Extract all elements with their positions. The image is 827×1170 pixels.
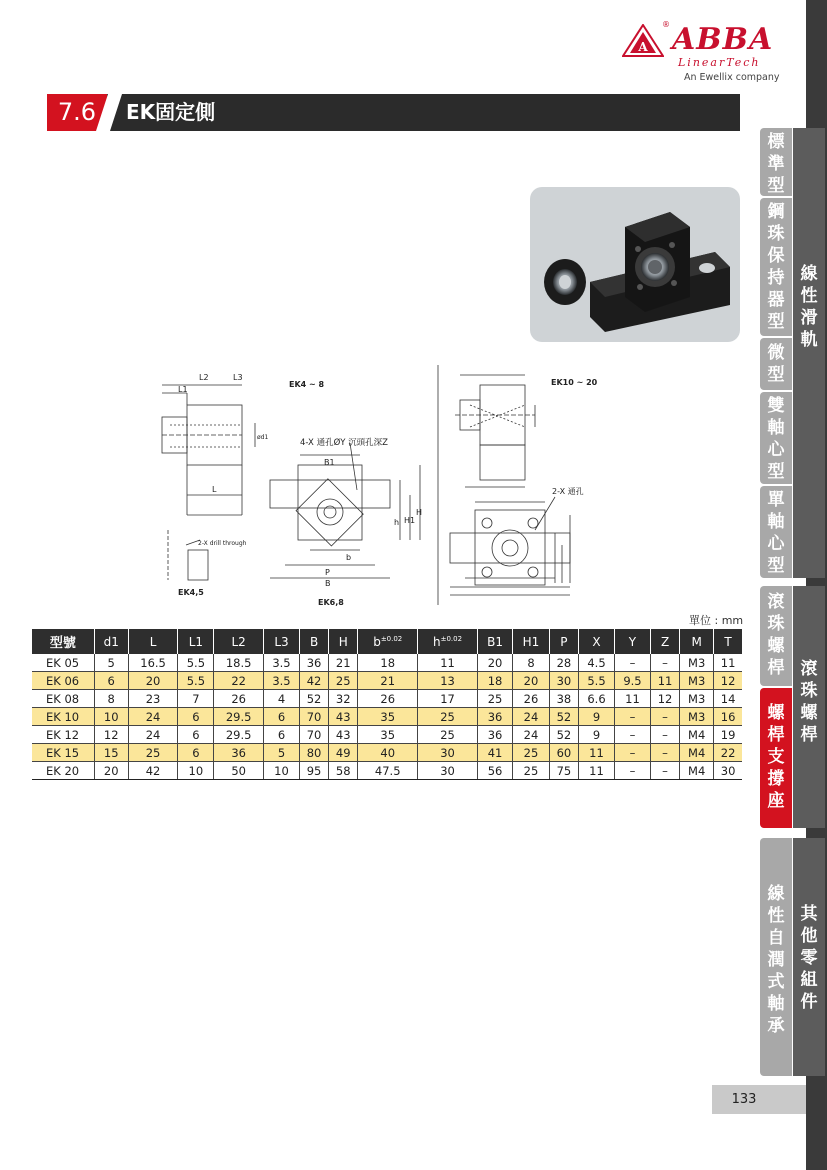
column-header-label: Z — [660, 634, 670, 649]
model-cell: EK 12 — [32, 726, 95, 744]
column-header — [299, 629, 328, 654]
column-header — [94, 629, 128, 654]
abba-emblem-icon — [622, 24, 664, 58]
model-cell: EK 08 — [32, 690, 95, 708]
table-cell: 6 — [94, 672, 128, 690]
group-ball-screw — [793, 586, 825, 828]
ek-support-unit-image — [530, 187, 740, 342]
column-header-label: 型號 — [49, 636, 76, 651]
table-cell: – — [650, 762, 679, 780]
table-cell: 43 — [329, 726, 358, 744]
table-cell: 8 — [513, 654, 550, 672]
table-cell: 41 — [477, 744, 512, 762]
table-cell: 11 — [614, 690, 650, 708]
table-row — [32, 726, 743, 744]
column-header — [549, 629, 578, 654]
table-cell: – — [650, 744, 679, 762]
column-header — [418, 629, 478, 654]
dim-label-h1: H1 — [404, 516, 416, 525]
column-header-label: H — [338, 634, 348, 649]
model-cell: EK 10 — [32, 708, 95, 726]
table-cell: 30 — [714, 762, 742, 780]
table-cell: 75 — [549, 762, 578, 780]
table-cell: 36 — [299, 654, 328, 672]
tab-miniature-label: 微型 — [767, 343, 785, 385]
table-cell: 30 — [418, 762, 478, 780]
table-cell: 35 — [358, 708, 418, 726]
table-cell: 29.5 — [214, 708, 264, 726]
table-cell: M3 — [680, 690, 714, 708]
table-cell: 38 — [549, 690, 578, 708]
table-cell: 22 — [714, 744, 742, 762]
abba-logo — [622, 20, 782, 85]
table-cell: 24 — [513, 708, 550, 726]
table-cell: 80 — [299, 744, 328, 762]
column-header-label: P — [560, 634, 568, 649]
table-cell: 7 — [178, 690, 214, 708]
column-header-label: T — [724, 634, 732, 649]
table-cell: 24 — [128, 708, 178, 726]
table-cell: – — [614, 762, 650, 780]
table-cell: 11 — [714, 654, 742, 672]
table-cell: 25 — [513, 744, 550, 762]
table-cell: 10 — [94, 708, 128, 726]
tab-ball-screw[interactable] — [760, 586, 792, 686]
table-cell: 24 — [513, 726, 550, 744]
table-cell: 6 — [263, 726, 299, 744]
table-cell: 36 — [477, 726, 512, 744]
dim-label-l3: L3 — [233, 373, 243, 382]
column-header-label: d1 — [103, 634, 119, 649]
column-header — [614, 629, 650, 654]
label-4x-through-hole: 4-X 通孔ØY 沉頭孔深Z — [300, 438, 388, 448]
column-header-label: h — [433, 634, 441, 649]
table-cell: 6 — [263, 708, 299, 726]
table-cell: 20 — [94, 762, 128, 780]
dim-label-h: h — [394, 518, 400, 527]
tab-ball-retainer[interactable] — [760, 198, 792, 336]
table-cell: – — [650, 708, 679, 726]
logo-brand: ABBA — [672, 22, 774, 57]
label-ek45: EK4,5 — [178, 588, 204, 597]
logo-company: An Ewellix company — [684, 72, 780, 83]
table-cell: 6.6 — [579, 690, 615, 708]
table-cell: 30 — [418, 744, 478, 762]
label-ek4-8: EK4 ~ 8 — [289, 380, 325, 389]
table-cell: 36 — [214, 744, 264, 762]
model-cell: EK 20 — [32, 762, 95, 780]
table-cell: M4 — [680, 762, 714, 780]
table-cell: 52 — [549, 726, 578, 744]
table-header-row — [32, 629, 743, 654]
table-cell: 26 — [358, 690, 418, 708]
column-header — [650, 629, 679, 654]
dim-label-l2: L2 — [199, 373, 209, 382]
column-header-label: H1 — [522, 634, 540, 649]
column-header — [128, 629, 178, 654]
table-cell: 40 — [358, 744, 418, 762]
section-number: 7.6 — [47, 94, 107, 131]
table-cell: 5.5 — [178, 654, 214, 672]
table-row — [32, 762, 743, 780]
column-header-label: L1 — [188, 634, 204, 649]
table-cell: 9 — [579, 708, 615, 726]
dimension-drawings — [150, 365, 750, 610]
table-cell: 95 — [299, 762, 328, 780]
table-body — [32, 654, 743, 780]
table-row — [32, 708, 743, 726]
tab-bearing-label: 線性自潤式軸承 — [767, 884, 785, 1036]
table-cell: 26 — [214, 690, 264, 708]
dim-label-l1: L1 — [178, 385, 188, 394]
table-cell: 70 — [299, 708, 328, 726]
table-cell: 6 — [178, 708, 214, 726]
dim-label-b1: B1 — [324, 458, 335, 467]
column-header — [178, 629, 214, 654]
column-header — [214, 629, 264, 654]
tab-screw-support-label: 螺桿支撐座 — [767, 703, 785, 811]
table-cell: 35 — [358, 726, 418, 744]
table-cell: 25 — [329, 672, 358, 690]
table-cell: 20 — [513, 672, 550, 690]
table-cell: 11 — [650, 672, 679, 690]
table-cell: 25 — [513, 762, 550, 780]
column-header-label: L2 — [231, 634, 246, 649]
table-cell: 5.5 — [579, 672, 615, 690]
tab-dual-axis-label: 雙軸心型 — [767, 396, 785, 482]
tab-standard[interactable] — [760, 128, 792, 196]
label-drill-through: 2-X drill through — [198, 540, 247, 547]
table-cell: 42 — [299, 672, 328, 690]
dim-label-l: L — [212, 485, 217, 494]
unit-label: 單位 : mm — [689, 614, 744, 627]
table-cell: 18 — [358, 654, 418, 672]
svg-text:A: A — [638, 40, 648, 54]
table-cell: 25 — [418, 708, 478, 726]
table-cell: 11 — [418, 654, 478, 672]
table-row — [32, 690, 743, 708]
table-cell: 23 — [128, 690, 178, 708]
table-cell: 36 — [477, 708, 512, 726]
spec-table — [31, 629, 742, 780]
table-cell: 32 — [329, 690, 358, 708]
tab-single-axis-label: 單軸心型 — [767, 490, 785, 576]
table-cell: 6 — [178, 726, 214, 744]
table-cell: 50 — [214, 762, 264, 780]
tab-dual-axis[interactable] — [760, 392, 792, 484]
table-cell: 12 — [650, 690, 679, 708]
table-cell: 21 — [329, 654, 358, 672]
table-cell: 5.5 — [178, 672, 214, 690]
registered-mark: ® — [662, 20, 670, 29]
logo-subtitle: LinearTech — [678, 56, 761, 69]
table-cell: 26 — [513, 690, 550, 708]
table-cell: 6 — [178, 744, 214, 762]
table-cell: 18 — [477, 672, 512, 690]
table-cell: 58 — [329, 762, 358, 780]
table-cell: 3.5 — [263, 654, 299, 672]
tab-single-axis[interactable] — [760, 486, 792, 578]
table-cell: 49 — [329, 744, 358, 762]
table-cell: 5 — [94, 654, 128, 672]
model-cell: EK 06 — [32, 672, 95, 690]
table-cell: 3.5 — [263, 672, 299, 690]
tab-standard-label: 標準型 — [767, 132, 785, 196]
table-cell: 14 — [714, 690, 742, 708]
tolerance-superscript: ±0.02 — [440, 634, 463, 643]
table-cell: 56 — [477, 762, 512, 780]
dim-label-b: b — [346, 553, 352, 562]
table-cell: M4 — [680, 744, 714, 762]
table-cell: 5 — [263, 744, 299, 762]
table-cell: 10 — [178, 762, 214, 780]
table-cell: – — [614, 744, 650, 762]
table-cell: 4.5 — [579, 654, 615, 672]
group-linear-guide — [793, 128, 825, 578]
table-cell: – — [614, 708, 650, 726]
table-cell: M3 — [680, 672, 714, 690]
label-ek68: EK6,8 — [318, 598, 344, 607]
table-cell: 17 — [418, 690, 478, 708]
column-header — [32, 629, 95, 654]
table-cell: 43 — [329, 708, 358, 726]
column-header — [714, 629, 742, 654]
table-cell: 20 — [128, 672, 178, 690]
table-cell: 12 — [714, 672, 742, 690]
dim-label-hh: H — [416, 508, 423, 517]
column-header — [329, 629, 358, 654]
table-cell: 30 — [549, 672, 578, 690]
table-cell: – — [614, 726, 650, 744]
column-header — [263, 629, 299, 654]
table-cell: 47.5 — [358, 762, 418, 780]
table-cell: 52 — [549, 708, 578, 726]
table-cell: M3 — [680, 654, 714, 672]
table-cell: 52 — [299, 690, 328, 708]
group-ball-screw-label: 滾珠螺桿 — [800, 659, 818, 745]
table-row — [32, 672, 743, 690]
table-cell: 18.5 — [214, 654, 264, 672]
column-header-label: Y — [628, 634, 637, 649]
table-cell: 22 — [214, 672, 264, 690]
table-cell: 16.5 — [128, 654, 178, 672]
group-linear-guide-label: 線性滑軌 — [800, 264, 818, 350]
table-cell: 70 — [299, 726, 328, 744]
table-cell: M4 — [680, 726, 714, 744]
table-cell: 9 — [579, 726, 615, 744]
table-cell: 15 — [94, 744, 128, 762]
column-header — [513, 629, 550, 654]
table-cell: 19 — [714, 726, 742, 744]
table-cell: – — [650, 726, 679, 744]
tab-ball-retainer-label: 鋼珠保持器型 — [767, 202, 785, 332]
table-cell: 20 — [477, 654, 512, 672]
column-header-label: B1 — [487, 634, 503, 649]
column-header-label: L — [149, 634, 157, 649]
dim-label-p: P — [325, 568, 330, 577]
column-header-label: X — [592, 634, 601, 649]
table-cell: 13 — [418, 672, 478, 690]
column-header — [579, 629, 615, 654]
tab-self-lubricating-bearing[interactable] — [760, 838, 792, 1076]
table-cell: 60 — [549, 744, 578, 762]
group-other-label: 其他零組件 — [800, 904, 818, 1012]
table-cell: 12 — [94, 726, 128, 744]
table-cell: – — [650, 654, 679, 672]
table-cell: 11 — [579, 744, 615, 762]
label-ek10-20: EK10 ~ 20 — [551, 378, 598, 387]
column-header-label: B — [309, 634, 319, 649]
page-title: EK固定側 — [126, 100, 216, 124]
table-cell: 29.5 — [214, 726, 264, 744]
table-cell: 4 — [263, 690, 299, 708]
tolerance-superscript: ±0.02 — [380, 634, 403, 643]
tab-ball-screw-label: 滾珠螺桿 — [767, 592, 785, 678]
page-number: 133 — [731, 1092, 757, 1107]
tab-miniature[interactable] — [760, 338, 792, 390]
table-cell: – — [614, 654, 650, 672]
table-cell: 24 — [128, 726, 178, 744]
table-cell: 21 — [358, 672, 418, 690]
dim-label-d1: ød1 — [257, 434, 269, 441]
table-cell: 16 — [714, 708, 742, 726]
model-cell: EK 05 — [32, 654, 95, 672]
table-cell: 25 — [477, 690, 512, 708]
table-cell: 42 — [128, 762, 178, 780]
group-other-components — [793, 838, 825, 1076]
table-row — [32, 654, 743, 672]
column-header — [477, 629, 512, 654]
model-cell: EK 15 — [32, 744, 95, 762]
column-header-label: L3 — [274, 634, 289, 649]
table-cell: 25 — [418, 726, 478, 744]
column-header-label: M — [691, 634, 702, 649]
column-header — [358, 629, 418, 654]
table-cell: 9.5 — [614, 672, 650, 690]
table-cell: 11 — [579, 762, 615, 780]
tab-screw-support[interactable] — [760, 688, 792, 828]
dim-label-bb: B — [325, 579, 331, 588]
label-2x-through-hole: 2-X 通孔 — [552, 487, 584, 496]
table-cell: 10 — [263, 762, 299, 780]
table-cell: M3 — [680, 708, 714, 726]
product-photo — [530, 187, 740, 342]
column-header-label: b — [373, 634, 381, 649]
table-cell: 25 — [128, 744, 178, 762]
table-cell: 28 — [549, 654, 578, 672]
table-row — [32, 744, 743, 762]
table-cell: 8 — [94, 690, 128, 708]
column-header — [680, 629, 714, 654]
